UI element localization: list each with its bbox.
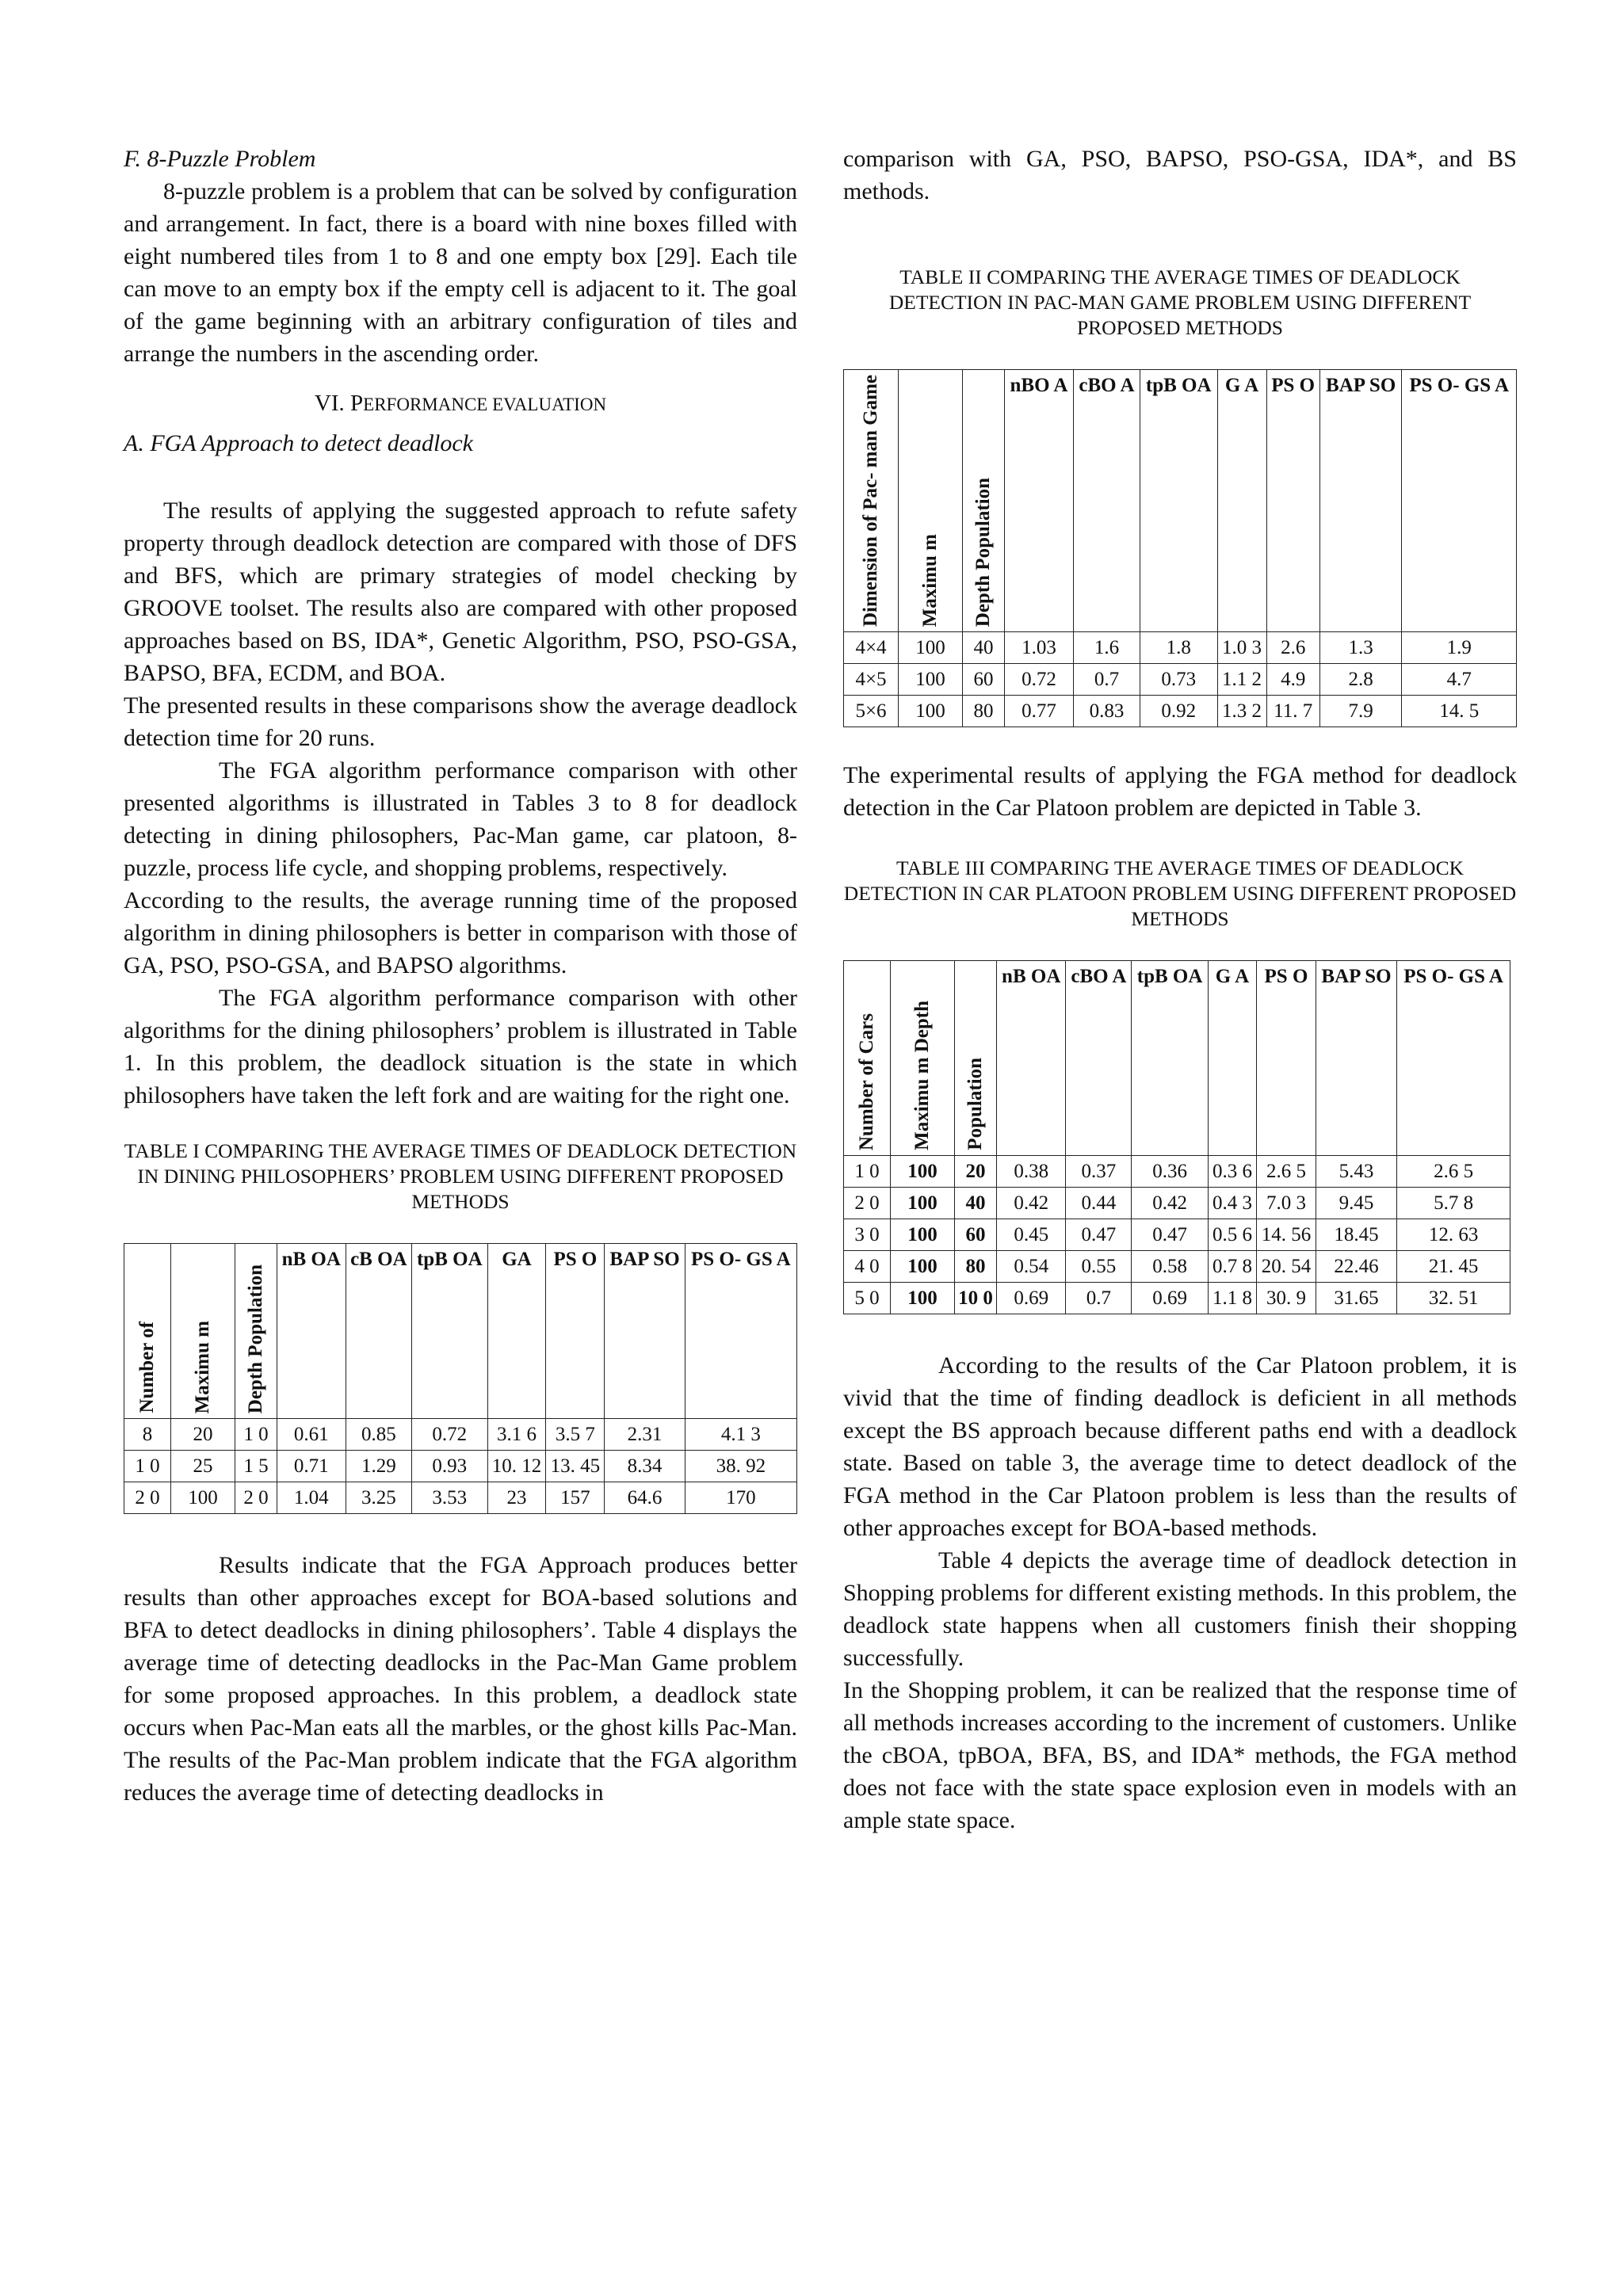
table2-header-cell: PS O xyxy=(1266,370,1319,632)
table3-cell: 2.6 5 xyxy=(1397,1156,1510,1188)
table3-header-cell: tpB OA xyxy=(1132,961,1208,1156)
table3-cell: 0.69 xyxy=(1132,1283,1208,1314)
table3-body xyxy=(844,1156,1510,1314)
table1-row xyxy=(124,1451,797,1482)
table3-cell: 5.43 xyxy=(1316,1156,1396,1188)
table3-vheader: Population xyxy=(955,961,997,1156)
table2-cell: 1.03 xyxy=(1005,632,1074,664)
table2-vheader: Maximu m xyxy=(899,370,963,632)
table3-cell: 0.37 xyxy=(1066,1156,1132,1188)
table1-vheader: Number of xyxy=(124,1244,171,1419)
table3-header-cell: PS O xyxy=(1257,961,1316,1156)
table3-cell: 31.65 xyxy=(1316,1283,1396,1314)
table3-cell: 100 xyxy=(891,1219,955,1251)
table2-header-cell: BAP SO xyxy=(1319,370,1402,632)
table3-cell: 20. 54 xyxy=(1257,1251,1316,1283)
table3-cell: 60 xyxy=(955,1219,997,1251)
table3-cell: 1 0 xyxy=(844,1156,891,1188)
table2-cell: 1.6 xyxy=(1074,632,1140,664)
table2-cell: 0.73 xyxy=(1140,664,1217,696)
table3-header-cell: PS O- GS A xyxy=(1397,961,1510,1156)
table2-body xyxy=(844,632,1517,727)
table1-cell: 0.71 xyxy=(277,1451,346,1482)
table3-cell: 3 0 xyxy=(844,1219,891,1251)
table1-cell: 8 xyxy=(124,1419,171,1451)
paragraph-shopping: In the Shopping problem, it can be realized that the response time of all methods increases according to the increment of customers. Unlike the cBOA, tpBOA, BFA, BS, and IDA* methods, the FGA method does not face with the state space explosion even in models with an ample state space. xyxy=(843,1677,1517,1834)
table1-cell: 0.72 xyxy=(412,1419,487,1451)
table3-cell: 0.36 xyxy=(1132,1156,1208,1188)
section-f-heading: F. 8-Puzzle Problem xyxy=(124,146,316,172)
table3-cell: 0.69 xyxy=(997,1283,1066,1314)
table3-header-row xyxy=(844,961,1510,1156)
section-vi-title: ERFORMANCE EVALUATION xyxy=(363,395,607,414)
table1-cell: 1 0 xyxy=(235,1419,277,1451)
table3-header-cell: cBO A xyxy=(1066,961,1132,1156)
table3-cell: 40 xyxy=(955,1188,997,1219)
paragraph-experimental: The experimental results of applying the FGA method for deadlock detection in the Car Platoon problem are depicted in Table 3. xyxy=(843,762,1517,822)
table1-cell: 3.1 6 xyxy=(487,1419,546,1451)
table3-row xyxy=(844,1156,1510,1188)
table2-cell: 0.83 xyxy=(1074,696,1140,727)
table2-cell: 1.3 xyxy=(1319,632,1402,664)
table3-cell: 4 0 xyxy=(844,1251,891,1283)
table2-cell: 1.0 3 xyxy=(1217,632,1266,664)
table3-cell: 100 xyxy=(891,1251,955,1283)
table1-cell: 3.25 xyxy=(346,1482,412,1514)
table2-header-cell: tpB OA xyxy=(1140,370,1217,632)
table2-header-cell: PS O- GS A xyxy=(1402,370,1517,632)
right-column xyxy=(843,143,1517,1836)
table1-cell: 4.1 3 xyxy=(685,1419,796,1451)
table1-header-cell: PS O- GS A xyxy=(685,1244,796,1419)
table1-cell: 0.85 xyxy=(346,1419,412,1451)
section-vi-heading xyxy=(124,387,797,421)
table2-cell: 4×5 xyxy=(844,664,899,696)
table3-header-cell: G A xyxy=(1208,961,1256,1156)
left-column xyxy=(124,143,797,1809)
table2-header-cell: cBO A xyxy=(1074,370,1140,632)
paragraph-table4: Table 4 depicts the average time of deadlock detection in Shopping problems for different existing methods. In this problem, the deadlock state happens when all customers finish their shopping successfully. xyxy=(843,1547,1517,1672)
table1-body xyxy=(124,1419,797,1514)
table1-cell: 8.34 xyxy=(605,1451,685,1482)
table1-cell: 38. 92 xyxy=(685,1451,796,1482)
table1-vheader: Maximu m xyxy=(171,1244,235,1419)
table3-vheader: Number of Cars xyxy=(844,961,891,1156)
table3-cell: 21. 45 xyxy=(1397,1251,1510,1283)
table3-cell: 0.58 xyxy=(1132,1251,1208,1283)
paragraph-results-3: Results indicate that the FGA Approach produces better results than other approaches except for BOA-based solutions and BFA to detect deadlocks in dining philosophers’. Table 4 displays the average time of detecting deadlocks in the Pac-Man Game problem for some proposed approaches. In this problem, a deadlock state occurs when Pac-Man eats all the marbles, or the ghost kills Pac-Man. The results of the Pac-Man problem indicate that the FGA algorithm reduces the average time of detecting deadlocks in xyxy=(124,1552,797,1806)
table3-cell: 10 0 xyxy=(955,1283,997,1314)
table2-vheader: Depth Population xyxy=(963,370,1005,632)
table3-cell: 0.7 8 xyxy=(1208,1251,1256,1283)
table1-header-cell: nB OA xyxy=(277,1244,346,1419)
table3-cell: 2.6 5 xyxy=(1257,1156,1316,1188)
table1-cell: 64.6 xyxy=(605,1482,685,1514)
table2-cell: 4.9 xyxy=(1266,664,1319,696)
table1-header-cell: cB OA xyxy=(346,1244,412,1419)
paragraph-performance-2: The FGA algorithm performance comparison with other algorithms for the dining philosophers’ problem is illustrated in Table 1. In this problem, the deadlock situation is the state in which philosophers have taken the left fork and are waiting for the right one. xyxy=(124,985,797,1108)
table1-cell: 2 0 xyxy=(235,1482,277,1514)
table1-header-cell: tpB OA xyxy=(412,1244,487,1419)
table2-cell: 0.7 xyxy=(1074,664,1140,696)
table2-cell: 0.72 xyxy=(1005,664,1074,696)
table3-cell: 0.47 xyxy=(1066,1219,1132,1251)
table3-cell: 0.47 xyxy=(1132,1219,1208,1251)
table3-row xyxy=(844,1188,1510,1219)
table3-row xyxy=(844,1251,1510,1283)
table1-header-cell: PS O xyxy=(546,1244,605,1419)
paragraph-8-puzzle: 8-puzzle problem is a problem that can be solved by configuration and arrangement. In fact, there is a board with nine boxes filled with eight numbered tiles from 1 to 8 and one empty box [29]. Each tile can move to an empty box if the empty cell is adjacent to it. The goal of the game beginning with an arbitrary configuration of tiles and arrange the numbers in the ascending order. xyxy=(124,178,797,367)
table1-cell: 20 xyxy=(171,1419,235,1451)
table2-cell: 60 xyxy=(963,664,1005,696)
table3-cell: 0.4 3 xyxy=(1208,1188,1256,1219)
table2-header-row xyxy=(844,370,1517,632)
paragraph-according: According to the results, the average running time of the proposed algorithm in dining philosophers is better in comparison with those of GA, PSO, PSO-GSA, and BAPSO algorithms. xyxy=(124,887,797,978)
table1-row xyxy=(124,1419,797,1451)
paragraph-results-1: The results of applying the suggested approach to refute safety property through deadlock detection are compared with those of DFS and BFS, which are primary strategies of model checking by GROOVE toolset. The results also are compared with other proposed approaches based on BS, IDA*, Genetic Algorithm, PSO, PSO-GSA, BAPSO, BFA, ECDM, and BOA. xyxy=(124,498,797,686)
table2-cell: 7.9 xyxy=(1319,696,1402,727)
table2-cell: 1.3 2 xyxy=(1217,696,1266,727)
table1-cell: 1.29 xyxy=(346,1451,412,1482)
table2-cell: 80 xyxy=(963,696,1005,727)
table3-cell: 30. 9 xyxy=(1257,1283,1316,1314)
table2-cell: 100 xyxy=(899,632,963,664)
table3-cell: 1.1 8 xyxy=(1208,1283,1256,1314)
table1-vheader: Depth Population xyxy=(235,1244,277,1419)
table2-cell: 1.1 2 xyxy=(1217,664,1266,696)
table3-cell: 22.46 xyxy=(1316,1251,1396,1283)
table2-header-cell: nBO A xyxy=(1005,370,1074,632)
table3-cell: 0.44 xyxy=(1066,1188,1132,1219)
table1-cell: 0.93 xyxy=(412,1451,487,1482)
table3-cell: 0.42 xyxy=(997,1188,1066,1219)
table3-row xyxy=(844,1219,1510,1251)
table2-cell: 4×4 xyxy=(844,632,899,664)
table1-cell: 2 0 xyxy=(124,1482,171,1514)
table3-header-cell: BAP SO xyxy=(1316,961,1396,1156)
table2-header-cell: G A xyxy=(1217,370,1266,632)
table2-cell: 1.9 xyxy=(1402,632,1517,664)
table3-cell: 5 0 xyxy=(844,1283,891,1314)
paragraph-continued: comparison with GA, PSO, BAPSO, PSO-GSA, IDA*, and BS methods. xyxy=(843,146,1517,204)
table3-cell: 7.0 3 xyxy=(1257,1188,1316,1219)
table3-cell: 9.45 xyxy=(1316,1188,1396,1219)
table3-cell: 0.38 xyxy=(997,1156,1066,1188)
table2-row xyxy=(844,632,1517,664)
paragraph-car-platoon: According to the results of the Car Platoon problem, it is vivid that the time of finding deadlock is deficient in all methods except the BS approach because different paths end with a deadlock state. Based on table 3, the average time to detect deadlock of the FGA method in the Car Platoon problem is less than the results of other approaches except for BOA-based methods. xyxy=(843,1352,1517,1542)
table1-cell: 1.04 xyxy=(277,1482,346,1514)
table2-cell: 11. 7 xyxy=(1266,696,1319,727)
table1-cell: 25 xyxy=(171,1451,235,1482)
table1-cell: 10. 12 xyxy=(487,1451,546,1482)
paragraph-performance-1: The FGA algorithm performance comparison with other presented algorithms is illustrated in Tables 3 to 8 for deadlock detecting in dining philosophers, Pac-Man game, car platoon, 8-puzzle, process life cycle, and shopping problems, respectively. xyxy=(124,757,797,881)
table3-cell: 14. 56 xyxy=(1257,1219,1316,1251)
table3-cell: 0.45 xyxy=(997,1219,1066,1251)
table2-cell: 40 xyxy=(963,632,1005,664)
table3-cell: 32. 51 xyxy=(1397,1283,1510,1314)
table3-cell: 0.55 xyxy=(1066,1251,1132,1283)
table2-cell: 100 xyxy=(899,696,963,727)
table1 xyxy=(124,1243,797,1514)
table3-cell: 80 xyxy=(955,1251,997,1283)
table3-cell: 5.7 8 xyxy=(1397,1188,1510,1219)
table2-cell: 0.92 xyxy=(1140,696,1217,727)
table2 xyxy=(843,369,1517,727)
table1-caption: TABLE I COMPARING THE AVERAGE TIMES OF DEADLOCK DETECTION IN DINING PHILOSOPHERS’ PROBLEM USING DIFFERENT PROPOSED METHODS xyxy=(124,1139,797,1213)
table3-cell: 100 xyxy=(891,1283,955,1314)
table2-row xyxy=(844,664,1517,696)
table3-cell: 0.3 6 xyxy=(1208,1156,1256,1188)
table1-cell: 3.5 7 xyxy=(546,1419,605,1451)
table3-cell: 18.45 xyxy=(1316,1219,1396,1251)
table1-cell: 3.53 xyxy=(412,1482,487,1514)
table2-caption: TABLE II COMPARING THE AVERAGE TIMES OF DEADLOCK DETECTION IN PAC-MAN GAME PROBLEM USING DIFFERENT PROPOSED METHODS xyxy=(888,265,1472,339)
table2-cell: 0.77 xyxy=(1005,696,1074,727)
table1-cell: 1 5 xyxy=(235,1451,277,1482)
table1-cell: 157 xyxy=(546,1482,605,1514)
table3-cell: 2 0 xyxy=(844,1188,891,1219)
table2-cell: 1.8 xyxy=(1140,632,1217,664)
table2-cell: 2.8 xyxy=(1319,664,1402,696)
section-a-heading: A. FGA Approach to detect deadlock xyxy=(124,430,473,456)
table1-cell: 100 xyxy=(171,1482,235,1514)
table3-cell: 0.7 xyxy=(1066,1283,1132,1314)
paragraph-results-2: The presented results in these comparisons show the average deadlock detection time for 20 runs. xyxy=(124,692,797,751)
table1-header-cell: GA xyxy=(487,1244,546,1419)
table3-cell: 100 xyxy=(891,1188,955,1219)
table3-vheader: Maximu m Depth xyxy=(891,961,955,1156)
table3-cell: 100 xyxy=(891,1156,955,1188)
table1-row xyxy=(124,1482,797,1514)
table3-cell: 0.5 6 xyxy=(1208,1219,1256,1251)
table3-cell: 12. 63 xyxy=(1397,1219,1510,1251)
table2-row xyxy=(844,696,1517,727)
table3-header-cell: nB OA xyxy=(997,961,1066,1156)
table3-row xyxy=(844,1283,1510,1314)
table2-cell: 2.6 xyxy=(1266,632,1319,664)
table1-header-cell: BAP SO xyxy=(605,1244,685,1419)
table1-header-row xyxy=(124,1244,797,1419)
table2-cell: 5×6 xyxy=(844,696,899,727)
table2-cell: 100 xyxy=(899,664,963,696)
table1-cell: 0.61 xyxy=(277,1419,346,1451)
section-vi-number: VI. P xyxy=(314,391,364,416)
table3-caption: TABLE III COMPARING THE AVERAGE TIMES OF DEADLOCK DETECTION IN CAR PLATOON PROBLEM USING DIFFERENT PROPOSED METHODS xyxy=(843,856,1517,931)
table1-cell: 23 xyxy=(487,1482,546,1514)
table2-vheader: Dimension of Pac- man Game xyxy=(844,370,899,632)
table1-cell: 2.31 xyxy=(605,1419,685,1451)
table1-cell: 170 xyxy=(685,1482,796,1514)
table3-cell: 0.42 xyxy=(1132,1188,1208,1219)
table3-cell: 20 xyxy=(955,1156,997,1188)
table1-cell: 13. 45 xyxy=(546,1451,605,1482)
table3-cell: 0.54 xyxy=(997,1251,1066,1283)
table2-cell: 14. 5 xyxy=(1402,696,1517,727)
table2-cell: 4.7 xyxy=(1402,664,1517,696)
table3 xyxy=(843,960,1510,1314)
table1-cell: 1 0 xyxy=(124,1451,171,1482)
